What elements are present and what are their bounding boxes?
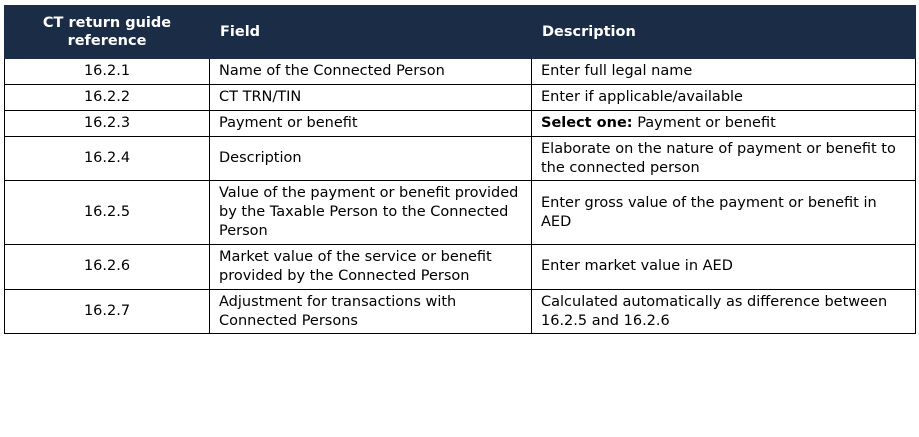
table-row <box>5 181 916 245</box>
cell-description <box>532 110 916 136</box>
cell-field: CT TRN/TIN <box>210 85 532 111</box>
cell-reference: 16.2.3 <box>5 110 210 136</box>
table-header-row <box>5 6 916 59</box>
column-header-field: Field <box>210 6 532 59</box>
table-row <box>5 110 916 136</box>
cell-field: Name of the Connected Person <box>210 59 532 85</box>
table-header <box>5 6 916 59</box>
table-row <box>5 136 916 181</box>
description-text: Payment or benefit <box>637 114 776 131</box>
table-row <box>5 289 916 334</box>
cell-description <box>532 181 916 245</box>
table-body <box>5 59 916 334</box>
description-text: Calculated automatically as difference between 16.2.5 and 16.2.6 <box>541 293 888 329</box>
cell-reference: 16.2.2 <box>5 85 210 111</box>
description-text: Enter full legal name <box>541 63 693 80</box>
description-text: Enter if applicable/available <box>541 89 743 106</box>
cell-description <box>532 136 916 181</box>
description-text: Elaborate on the nature of payment or benefit to the connected person <box>541 140 896 176</box>
ct-return-guide-table <box>4 5 916 334</box>
cell-field: Description <box>210 136 532 181</box>
cell-description <box>532 245 916 290</box>
cell-description <box>532 59 916 85</box>
table-row <box>5 245 916 290</box>
cell-description <box>532 85 916 111</box>
cell-field: Value of the payment or benefit provided by the Taxable Person to the Connected Person <box>210 181 532 245</box>
description-prefix: Select one: <box>541 114 633 131</box>
cell-description <box>532 289 916 334</box>
cell-field: Adjustment for transactions with Connected Persons <box>210 289 532 334</box>
description-text: Enter gross value of the payment or benefit in AED <box>541 194 877 230</box>
cell-reference: 16.2.4 <box>5 136 210 181</box>
column-header-description: Description <box>532 6 916 59</box>
table-row <box>5 59 916 85</box>
cell-reference: 16.2.1 <box>5 59 210 85</box>
cell-reference: 16.2.5 <box>5 181 210 245</box>
cell-reference: 16.2.7 <box>5 289 210 334</box>
cell-reference: 16.2.6 <box>5 245 210 290</box>
table-row <box>5 85 916 111</box>
cell-field: Market value of the service or benefit provided by the Connected Person <box>210 245 532 290</box>
cell-field: Payment or benefit <box>210 110 532 136</box>
description-text: Enter market value in AED <box>541 258 733 275</box>
column-header-reference: CT return guide reference <box>5 6 210 59</box>
